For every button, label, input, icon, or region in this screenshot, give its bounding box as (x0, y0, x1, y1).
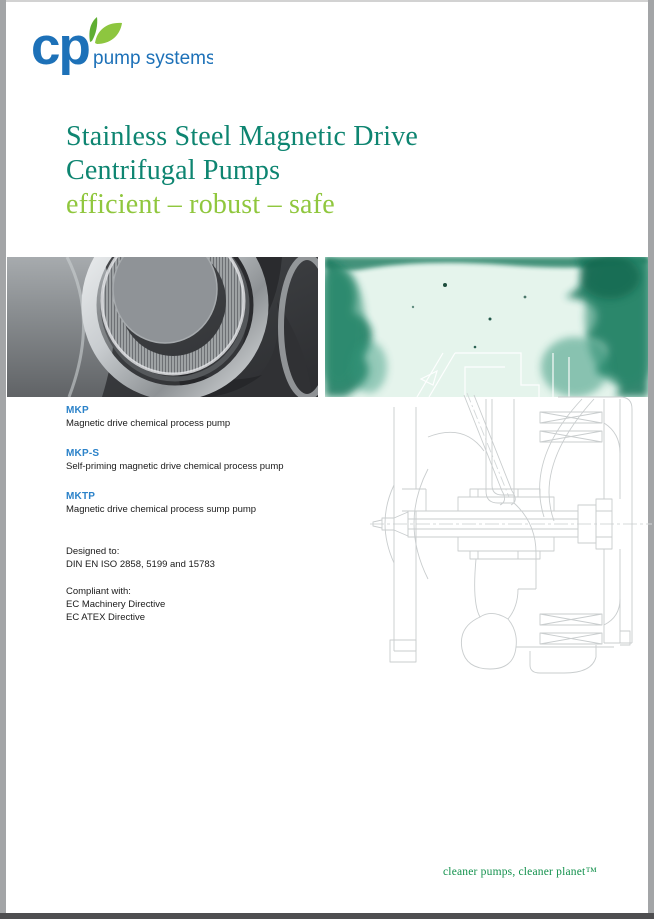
list-item-mkp-s (66, 447, 366, 473)
product-code: MKTP (66, 491, 96, 502)
compliant-item: EC Machinery Directive (66, 599, 166, 610)
pump-closeup-photo (7, 257, 318, 397)
water-splash-photo (325, 257, 648, 397)
pump-cross-section-drawing (368, 393, 654, 713)
designed-to-value: DIN EN ISO 2858, 5199 and 15783 (66, 559, 215, 570)
pump-closeup-graphic (7, 257, 318, 397)
water-splash-graphic (325, 257, 648, 397)
product-description: Self-priming magnetic drive chemical process pump (66, 461, 284, 472)
page-title-line2: Centrifugal Pumps (66, 155, 281, 186)
page-subtitle: efficient – robust – safe (66, 189, 335, 220)
product-code: MKP (66, 405, 89, 416)
logo-wordmark-text: pump systems (93, 48, 213, 69)
product-list (66, 404, 366, 533)
product-description: Magnetic drive chemical process pump (66, 418, 231, 429)
page-frame-bottom (0, 913, 654, 919)
standards-block (66, 545, 366, 624)
product-description: Magnetic drive chemical process sump pump (66, 504, 257, 515)
page-title-line1: Stainless Steel Magnetic Drive (66, 121, 419, 152)
logo-mark-text: cp (33, 17, 89, 76)
compliant-with-label: Compliant with: (66, 586, 131, 597)
page-frame-top (0, 0, 654, 2)
tagline: cleaner pumps, cleaner planet™ (443, 866, 597, 878)
title-block (66, 120, 546, 222)
logo-graphic (33, 12, 213, 84)
page-frame-left (0, 0, 6, 919)
cp-pump-systems-logo (33, 12, 213, 84)
product-code: MKP-S (66, 448, 100, 459)
compliant-item: EC ATEX Directive (66, 612, 146, 623)
leaf-icon (89, 17, 122, 44)
designed-to-label: Designed to: (66, 546, 120, 557)
list-item-mkp (66, 404, 366, 430)
list-item-mktp (66, 490, 366, 516)
pump-drawing-graphic (368, 393, 654, 713)
